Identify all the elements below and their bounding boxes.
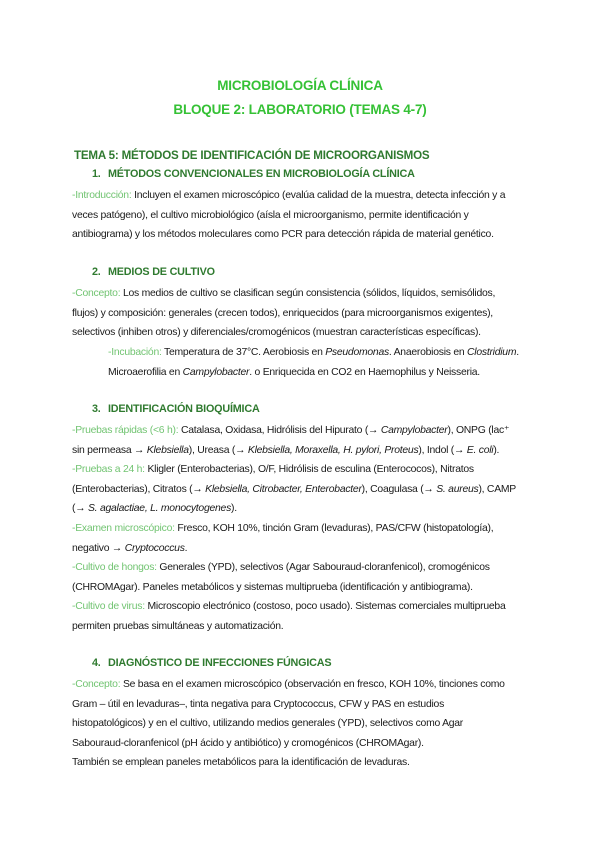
text-line: veces patógeno), el cultivo microbiológico (aísla el microorganismo, permite identificación y [72, 209, 469, 221]
organism-name: Klebsiella, Citrobacter, Enterobacter [205, 483, 362, 495]
document-subtitle: BLOQUE 2: LABORATORIO (TEMAS 4-7) [173, 102, 427, 117]
keyword-label: -Cultivo de virus: [72, 601, 145, 613]
organism-name: Klebsiella, Moraxella, H. pylori, Proteus [247, 444, 419, 456]
keyword-label: -Introducción: [72, 190, 132, 201]
paragraph-identificacion-bioquimica [72, 421, 532, 637]
paragraph-concepto-medios [72, 284, 532, 343]
section-number: 3. [92, 403, 101, 415]
text: ), CAMP [478, 483, 516, 495]
text-line [72, 441, 532, 461]
text: Microscopio electrónico (costoso, poco usado). Sistemas comerciales multiprueba [144, 601, 506, 613]
text-line: histopatológicos) y en el cultivo, utilizando medios generales (YPD), selectivos como Agar [72, 718, 464, 730]
organism-name: S. aureus [436, 483, 479, 495]
text: . [184, 542, 188, 554]
text: Catalasa, Oxidasa, Hidrólisis del Hipurato (→ [178, 425, 381, 436]
text: Temperatura de 37°C. Aerobiosis en [161, 347, 326, 358]
text-line: permiten pruebas simultáneas y automatización. [72, 620, 284, 632]
organism-name: Cryptococcus [124, 542, 185, 554]
keyword-label: -Pruebas a 24 h: [72, 464, 145, 476]
text-line [72, 480, 532, 500]
text-line [72, 539, 532, 559]
text: Generales (YPD), selectivos (Agar Sabouraud-cloranfenicol), cromogénicos [156, 562, 490, 574]
text-line: Sabouraud-cloranfenicol (pH ácido y antibiótico) y cromogénicos (CHROMAgar). [72, 737, 424, 749]
text-line [72, 499, 532, 519]
document-title: MICROBIOLOGÍA CLÍNICA [217, 78, 383, 93]
text: ). [231, 503, 237, 515]
organism-name: Pseudomonas [325, 347, 389, 358]
text: Se basa en el examen microscópico (observación en fresco, KOH 10%, tinciones como [120, 679, 505, 690]
section-title: MÉTODOS CONVENCIONALES EN MICROBIOLOGÍA CLÍNICA [108, 168, 415, 180]
text: sin permeasa → [72, 444, 147, 456]
organism-name: Klebsiella [146, 444, 189, 456]
organism-name: S. agalactiae, L. monocytogenes [88, 503, 232, 515]
keyword-label: -Examen microscópico: [72, 522, 175, 534]
section-title: IDENTIFICACIÓN BIOQUÍMICA [108, 403, 260, 415]
text: Fresco, KOH 10%, tinción Gram (levaduras), PAS/CFW (histopatología), [174, 522, 494, 534]
section-heading-2 [92, 266, 215, 278]
section-heading-3 [92, 403, 260, 415]
keyword-label: -Incubación: [108, 347, 162, 358]
text-line: selectivos (inhiben otros) y diferenciales/cromogénicos (muestran características específicas). [72, 327, 481, 339]
text: ), Ureasa (→ [188, 444, 248, 456]
text: Los medios de cultivo se clasifican según consistencia (sólidos, líquidos, semisólidos, [120, 288, 496, 299]
text: Kligler (Enterobacterias), O/F, Hidrólisis de esculina (Enterococos), Nitratos [144, 464, 474, 476]
text: (→ [72, 503, 88, 515]
text-line [72, 460, 532, 480]
text: ), Coagulasa (→ [361, 483, 437, 495]
keyword-label: -Concepto: [72, 288, 121, 299]
text: (Enterobacterias), Citratos (→ [72, 483, 206, 495]
section-title: MEDIOS DE CULTIVO [108, 266, 215, 278]
paragraph-introduccion [72, 186, 532, 245]
text-line: flujos) y composición: generales (crecen todos), enriquecidos (para microorganismos exigentes), [72, 307, 493, 319]
organism-name: Clostridium [467, 347, 517, 358]
keyword-label: -Cultivo de hongos: [72, 562, 157, 574]
text-line [72, 597, 532, 617]
text-line [72, 421, 532, 441]
section-number: 1. [92, 168, 101, 180]
text-line [72, 558, 532, 578]
organism-name: Campylobacter [182, 366, 250, 378]
text: . o Enriquecida en CO2 en Haemophilus y Neisseria. [249, 366, 480, 378]
section-number: 4. [92, 657, 101, 669]
section-number: 2. [92, 266, 101, 278]
text: . Anaerobiosis en [388, 347, 468, 358]
text-line [72, 284, 532, 304]
text: ), ONPG (lac⁺ [447, 425, 510, 436]
section-heading-1 [92, 168, 415, 180]
text: . [516, 347, 519, 358]
section-title: DIAGNÓSTICO DE INFECCIONES FÚNGICAS [108, 657, 332, 669]
text: Microaerofilia en [108, 366, 183, 378]
text: ), Indol (→ [418, 444, 467, 456]
text-line: Gram – útil en levaduras–, tinta negativa para Cryptococcus, CFW y PAS en estudios [72, 698, 445, 710]
text: Incluyen el examen microscópico (evalúa calidad de la muestra, detecta infección y a [131, 190, 506, 201]
text-line [108, 363, 528, 383]
paragraph-incubacion [108, 343, 528, 382]
text: negativo → [72, 542, 125, 554]
keyword-label: -Concepto: [72, 679, 121, 690]
paragraph-infecciones-fungicas [72, 675, 532, 773]
text: ). [493, 444, 500, 456]
text-line: (CHROMAgar). Paneles metabólicos y sistemas multiprueba (identificación y antibiograma). [72, 581, 473, 593]
keyword-label: -Pruebas rápidas (<6 h): [72, 425, 179, 436]
text-line [72, 519, 532, 539]
organism-name: Campylobacter [380, 425, 448, 436]
text-line [72, 186, 532, 206]
text-line: También se emplean paneles metabólicos para la identificación de levaduras. [72, 757, 410, 769]
section-heading-4 [92, 657, 331, 669]
organism-name: E. coli [466, 444, 494, 456]
text-line [72, 675, 532, 695]
tema-heading: TEMA 5: MÉTODOS DE IDENTIFICACIÓN DE MICROORGANISMOS [74, 149, 430, 162]
text-line [108, 343, 528, 363]
text-line: antibiograma) y los métodos moleculares como PCR para detección rápida de material genético. [72, 229, 494, 241]
